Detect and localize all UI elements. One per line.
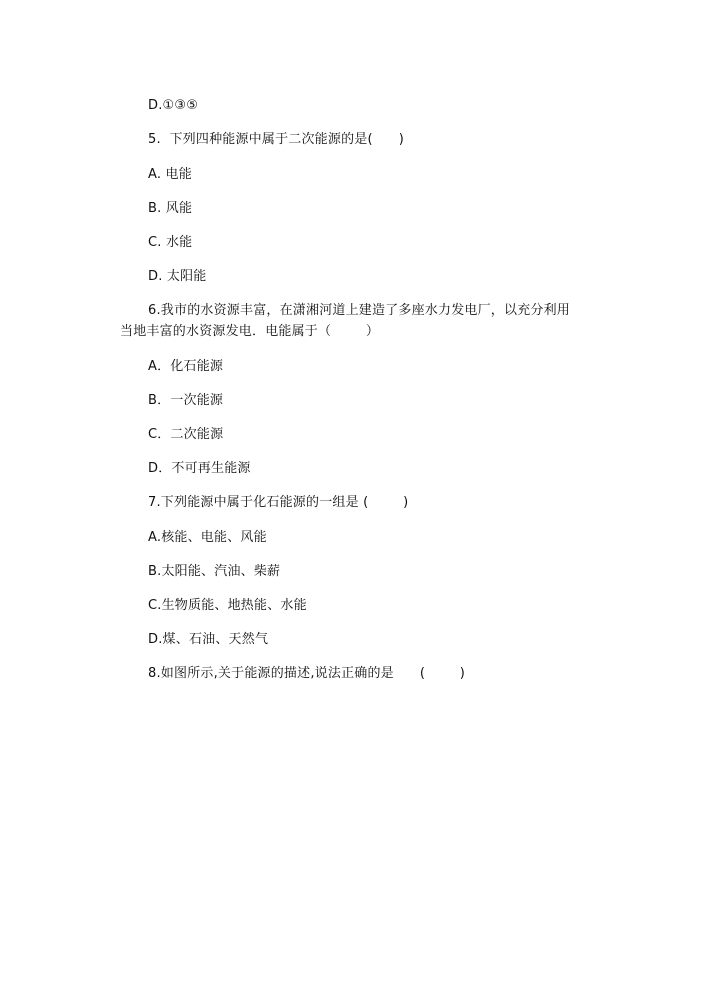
q4-option-d: D.①③⑤	[148, 98, 199, 113]
question-6-line-2: 当地丰富的水资源发电．电能属于（ ）	[120, 324, 380, 339]
q6-option-b: B．一次能源	[148, 393, 224, 408]
q7-option-c: C.生物质能、地热能、水能	[148, 598, 307, 613]
q5-option-d: D. 太阳能	[148, 269, 207, 284]
question-7: 7.下列能源中属于化石能源的一组是 ( )	[148, 495, 409, 510]
question-8: 8.如图所示,关于能源的描述,说法正确的是 ( )	[148, 666, 466, 681]
q5-option-c: C. 水能	[148, 235, 193, 250]
q7-option-b: B.太阳能、汽油、柴薪	[148, 564, 281, 579]
question-6-line-1: 6.我市的水资源丰富，在潇湘河道上建造了多座水力发电厂，以充分利用	[148, 303, 571, 318]
q6-option-a: A．化石能源	[148, 359, 224, 374]
q6-option-c: C．二次能源	[148, 427, 224, 442]
q7-option-a: A.核能、电能、风能	[148, 530, 267, 545]
q5-option-a: A. 电能	[148, 167, 192, 182]
question-5: 5. 下列四种能源中属于二次能源的是( )	[148, 132, 405, 147]
q5-option-b: B. 风能	[148, 201, 193, 216]
q6-option-d: D．不可再生能源	[148, 461, 251, 476]
q7-option-d: D.煤、石油、天然气	[148, 632, 269, 647]
